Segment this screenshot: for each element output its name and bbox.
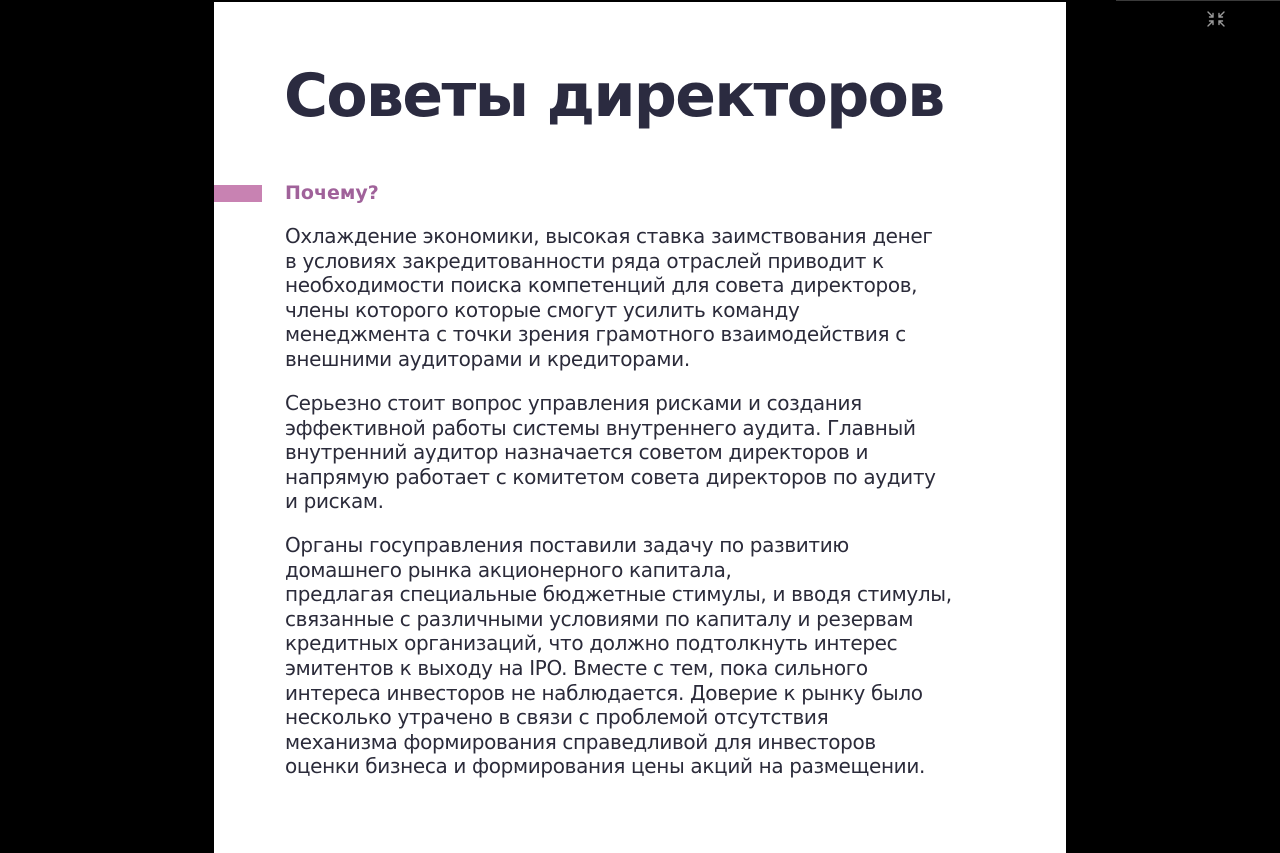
text-line: в условиях закредитованности ряда отраслей приводит к [285, 248, 884, 273]
text-line: Органы госуправления поставили задачу по развитию [285, 533, 849, 557]
paragraph-1 [285, 224, 1025, 372]
text-line: механизма формирования справедливой для инвесторов [285, 729, 876, 754]
text-line: эмитентов к выходу на IPO. Вместе с тем, пока сильного [285, 655, 868, 680]
paragraph-2 [285, 391, 1025, 514]
text-line: внутренний аудитор назначается советом директоров и [285, 440, 869, 465]
slide [214, 2, 1066, 853]
text-line: кредитных организаций, что должно подтолкнуть интерес [285, 631, 898, 656]
accent-bar [214, 185, 262, 202]
text-line: несколько утрачено в связи с проблемой отсутствия [285, 705, 829, 730]
text-line: напрямую работает с комитетом совета директоров по аудиту [285, 464, 936, 489]
text-line: предлагая специальные бюджетные стимулы, и вводя стимулы, [285, 582, 952, 607]
exit-fullscreen-icon [1206, 10, 1226, 28]
viewer-top-edge [1116, 0, 1280, 1]
text-line: оценки бизнеса и формирования цены акций на размещении. [285, 754, 925, 779]
text-line: менеджмента с точки зрения грамотного взаимодействия с [285, 322, 906, 347]
text-line: Серьезно стоит вопрос управления рисками и создания [285, 391, 862, 415]
slide-title: Советы директоров [284, 61, 944, 131]
text-line: внешними аудиторами и кредиторами. [285, 346, 690, 371]
text-line: домашнего рынка акционерного капитала, [285, 557, 732, 582]
text-line: интереса инвесторов не наблюдается. Доверие к рынку было [285, 680, 923, 705]
text-line: необходимости поиска компетенций для совета директоров, [285, 273, 918, 298]
text-line: Охлаждение экономики, высокая ставка заимствования денег [285, 224, 933, 248]
text-line: эффективной работы системы внутреннего аудита. Главный [285, 415, 916, 440]
exit-fullscreen-button[interactable] [1206, 10, 1226, 28]
text-line: и рискам. [285, 489, 384, 514]
paragraph-3 [285, 533, 1025, 779]
text-line: члены которого которые смогут усилить команду [285, 297, 800, 322]
section-subheading: Почему? [285, 182, 379, 204]
text-line: связанные с различными условиями по капиталу и резервам [285, 606, 914, 631]
